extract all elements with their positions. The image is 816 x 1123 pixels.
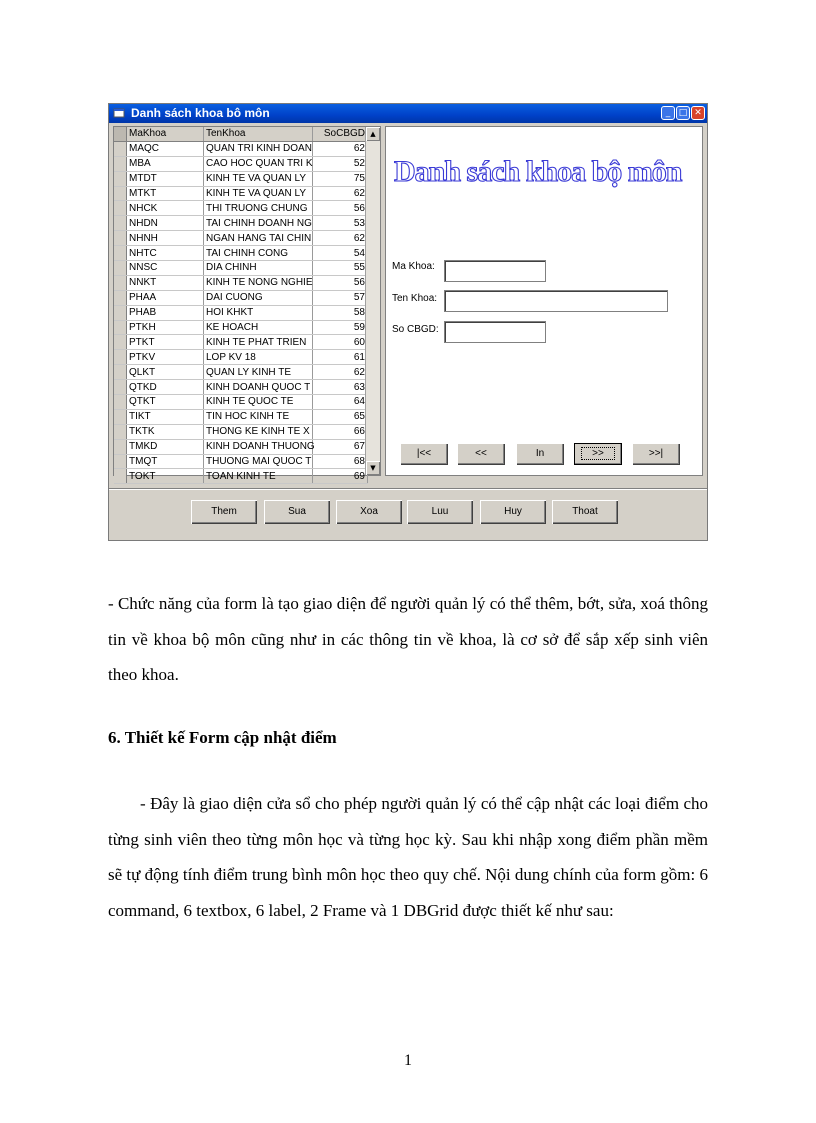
close-icon[interactable]: ✕: [691, 106, 705, 120]
cell-tenkhoa[interactable]: CAO HOC QUAN TRI K: [204, 156, 313, 171]
cell-tenkhoa[interactable]: HOI KHKT: [204, 305, 313, 320]
cell-tenkhoa[interactable]: TAI CHINH CONG: [204, 246, 313, 261]
table-row[interactable]: [114, 216, 368, 231]
table-row[interactable]: [114, 320, 368, 335]
maximize-icon[interactable]: □: [676, 106, 690, 120]
row-selector[interactable]: [114, 439, 127, 454]
row-selector[interactable]: [114, 424, 127, 439]
next-record-button[interactable]: [574, 443, 622, 465]
row-selector[interactable]: [114, 275, 127, 290]
cell-tenkhoa[interactable]: QUAN TRI KINH DOAN: [204, 141, 313, 156]
cell-makhoa[interactable]: PHAA: [127, 290, 204, 305]
paragraph-form-function: - Chức năng của form là tạo giao diện để người quản lý có thể thêm, bớt, sửa, xoá thông tin về khoa bộ môn cũng như in các thông tin về khoa, là cơ sở để sắp xếp sinh viên theo khoa.: [108, 594, 708, 684]
cell-makhoa[interactable]: TMQT: [127, 454, 204, 469]
table-row[interactable]: [114, 335, 368, 350]
minimize-icon[interactable]: _: [661, 106, 675, 120]
row-selector[interactable]: [114, 305, 127, 320]
so-cbgd-field[interactable]: [444, 321, 546, 343]
row-selector[interactable]: [114, 261, 127, 276]
cell-socbgd[interactable]: 59: [313, 320, 368, 335]
table-row[interactable]: [114, 186, 368, 201]
them-button[interactable]: Them: [191, 500, 257, 524]
table-row[interactable]: [114, 350, 368, 365]
cell-socbgd[interactable]: 65: [313, 409, 368, 424]
thoat-button[interactable]: Thoat: [552, 500, 618, 524]
scroll-up-icon[interactable]: ▲: [366, 127, 380, 141]
cell-socbgd[interactable]: 57: [313, 290, 368, 305]
row-selector[interactable]: [114, 365, 127, 380]
cell-tenkhoa[interactable]: TOAN KINH TE: [204, 469, 313, 484]
cell-tenkhoa[interactable]: QUAN LY KINH TE: [204, 365, 313, 380]
cell-socbgd[interactable]: 62: [313, 231, 368, 246]
cell-makhoa[interactable]: NHTC: [127, 246, 204, 261]
luu-button[interactable]: Luu: [407, 500, 473, 524]
row-selector[interactable]: [114, 350, 127, 365]
so-cbgd-label: So CBGD:: [392, 324, 439, 335]
table-row[interactable]: [114, 156, 368, 171]
cell-socbgd[interactable]: 54: [313, 246, 368, 261]
column-header-makhoa[interactable]: MaKhoa: [127, 127, 204, 141]
row-selector[interactable]: [114, 201, 127, 216]
row-selector[interactable]: [114, 380, 127, 395]
table-row[interactable]: [114, 305, 368, 320]
dbgrid[interactable]: [113, 126, 381, 482]
cell-makhoa[interactable]: NHCK: [127, 201, 204, 216]
table-row[interactable]: [114, 469, 368, 484]
cell-socbgd[interactable]: 64: [313, 395, 368, 410]
separator: [109, 488, 707, 490]
ten-khoa-field[interactable]: [444, 290, 668, 312]
table-row[interactable]: [114, 454, 368, 469]
panel-heading: Danh sách khoa bộ môn: [394, 155, 682, 188]
cell-tenkhoa[interactable]: KINH DOANH THUONG: [204, 439, 313, 454]
last-record-button[interactable]: >>|: [632, 443, 680, 465]
ten-khoa-label: Ten Khoa:: [392, 293, 438, 304]
cell-tenkhoa[interactable]: LOP KV 18: [204, 350, 313, 365]
cell-socbgd[interactable]: 58: [313, 305, 368, 320]
huy-button[interactable]: Huy: [480, 500, 546, 524]
table-row[interactable]: [114, 261, 368, 276]
sua-button[interactable]: Sua: [264, 500, 330, 524]
cell-tenkhoa[interactable]: TAI CHINH DOANH NG: [204, 216, 313, 231]
cell-socbgd[interactable]: 62: [313, 141, 368, 156]
cell-makhoa[interactable]: MAQC: [127, 141, 204, 156]
cell-socbgd[interactable]: 75: [313, 171, 368, 186]
table-row[interactable]: [114, 424, 368, 439]
cell-tenkhoa[interactable]: KINH TE VA QUAN LY: [204, 171, 313, 186]
table-row[interactable]: [114, 246, 368, 261]
cell-makhoa[interactable]: PTKH: [127, 320, 204, 335]
cell-socbgd[interactable]: 61: [313, 350, 368, 365]
detail-panel: [385, 126, 703, 476]
row-selector[interactable]: [114, 141, 127, 156]
cell-socbgd[interactable]: 69: [313, 469, 368, 484]
cell-socbgd[interactable]: 55: [313, 261, 368, 276]
cell-makhoa[interactable]: MTKT: [127, 186, 204, 201]
window-title: Danh sách khoa bô môn: [131, 106, 270, 120]
table-row[interactable]: [114, 409, 368, 424]
page-number: 1: [404, 1052, 412, 1069]
cell-socbgd[interactable]: 56: [313, 201, 368, 216]
table-row[interactable]: [114, 395, 368, 410]
cell-makhoa[interactable]: TIKT: [127, 409, 204, 424]
row-selector[interactable]: [114, 335, 127, 350]
cell-makhoa[interactable]: TMKD: [127, 439, 204, 454]
form-screenshot: [108, 103, 708, 541]
cell-socbgd[interactable]: 66: [313, 424, 368, 439]
cell-makhoa[interactable]: QTKT: [127, 395, 204, 410]
cell-tenkhoa[interactable]: KINH TE NONG NGHIE: [204, 275, 313, 290]
row-selector[interactable]: [114, 216, 127, 231]
cell-makhoa[interactable]: PTKT: [127, 335, 204, 350]
cell-tenkhoa[interactable]: KINH TE VA QUAN LY: [204, 186, 313, 201]
cell-socbgd[interactable]: 56: [313, 275, 368, 290]
grid-scrollbar[interactable]: [365, 127, 380, 475]
grid-header-row: [114, 127, 368, 141]
cell-tenkhoa[interactable]: NGAN HANG TAI CHIN: [204, 231, 313, 246]
column-header-socbgd[interactable]: SoCBGD: [313, 127, 368, 141]
cell-makhoa[interactable]: MTDT: [127, 171, 204, 186]
cell-socbgd[interactable]: 62: [313, 365, 368, 380]
next-record-label: >>: [581, 447, 615, 460]
cell-tenkhoa[interactable]: THONG KE KINH TE X: [204, 424, 313, 439]
cell-socbgd[interactable]: 68: [313, 454, 368, 469]
row-selector[interactable]: [114, 409, 127, 424]
cell-makhoa[interactable]: NHDN: [127, 216, 204, 231]
row-selector[interactable]: [114, 171, 127, 186]
row-selector[interactable]: [114, 290, 127, 305]
cell-socbgd[interactable]: 67: [313, 439, 368, 454]
cell-socbgd[interactable]: 60: [313, 335, 368, 350]
app-icon: [113, 107, 125, 119]
cell-tenkhoa[interactable]: KINH TE PHAT TRIEN: [204, 335, 313, 350]
first-record-button[interactable]: |<<: [400, 443, 448, 465]
table-row[interactable]: [114, 380, 368, 395]
table-row[interactable]: [114, 141, 368, 156]
table-row[interactable]: [114, 201, 368, 216]
paragraph-form-description: - Đây là giao diện cửa sổ cho phép người quản lý có thể cập nhật các loại điểm cho từng sinh viên theo từng môn học và từng học kỳ. Sau khi nhập xong điểm phần mềm sẽ tự động tính điểm trung bình môn học theo quy chế. Nội dung chính của form gồm: 6 command, 6 textbox, 6 label, 2 Frame và 1 DBGrid được thiết kế như sau:: [108, 794, 708, 920]
cell-tenkhoa[interactable]: KE HOACH: [204, 320, 313, 335]
table-row[interactable]: [114, 275, 368, 290]
title-bar: [109, 104, 707, 123]
row-selector-header: [114, 127, 127, 141]
cell-tenkhoa[interactable]: THI TRUONG CHUNG: [204, 201, 313, 216]
row-selector[interactable]: [114, 246, 127, 261]
cell-socbgd[interactable]: 53: [313, 216, 368, 231]
table-row[interactable]: [114, 171, 368, 186]
ma-khoa-label: Ma Khoa:: [392, 261, 435, 272]
ma-khoa-field[interactable]: [444, 260, 546, 282]
print-button[interactable]: In: [516, 443, 564, 465]
cell-tenkhoa[interactable]: KINH TE QUOC TE: [204, 395, 313, 410]
cell-tenkhoa[interactable]: KINH DOANH QUOC T: [204, 380, 313, 395]
cell-tenkhoa[interactable]: THUONG MAI QUOC T: [204, 454, 313, 469]
table-row[interactable]: [114, 231, 368, 246]
row-selector[interactable]: [114, 454, 127, 469]
column-header-tenkhoa[interactable]: TenKhoa: [204, 127, 313, 141]
scroll-down-icon[interactable]: ▼: [366, 461, 380, 475]
cell-makhoa[interactable]: NNKT: [127, 275, 204, 290]
previous-record-button[interactable]: <<: [457, 443, 505, 465]
cell-makhoa[interactable]: QLKT: [127, 365, 204, 380]
cell-tenkhoa[interactable]: TIN HOC KINH TE: [204, 409, 313, 424]
table-row[interactable]: [114, 439, 368, 454]
row-selector[interactable]: [114, 395, 127, 410]
row-selector[interactable]: [114, 156, 127, 171]
row-selector[interactable]: [114, 231, 127, 246]
section-heading: 6. Thiết kế Form cập nhật điểm: [108, 728, 337, 747]
cell-makhoa[interactable]: TKTK: [127, 424, 204, 439]
cell-makhoa[interactable]: TOKT: [127, 469, 204, 484]
cell-makhoa[interactable]: NHNH: [127, 231, 204, 246]
xoa-button[interactable]: Xoa: [336, 500, 402, 524]
row-selector[interactable]: [114, 469, 127, 484]
table-row[interactable]: [114, 290, 368, 305]
cell-tenkhoa[interactable]: DIA CHINH: [204, 261, 313, 276]
cell-makhoa[interactable]: QTKD: [127, 380, 204, 395]
cell-makhoa[interactable]: NNSC: [127, 261, 204, 276]
table-row[interactable]: [114, 365, 368, 380]
row-selector[interactable]: [114, 320, 127, 335]
cell-makhoa[interactable]: PHAB: [127, 305, 204, 320]
cell-makhoa[interactable]: PTKV: [127, 350, 204, 365]
cell-socbgd[interactable]: 62: [313, 186, 368, 201]
cell-socbgd[interactable]: 63: [313, 380, 368, 395]
row-selector[interactable]: [114, 186, 127, 201]
cell-makhoa[interactable]: MBA: [127, 156, 204, 171]
cell-tenkhoa[interactable]: DAI CUONG: [204, 290, 313, 305]
cell-socbgd[interactable]: 52: [313, 156, 368, 171]
